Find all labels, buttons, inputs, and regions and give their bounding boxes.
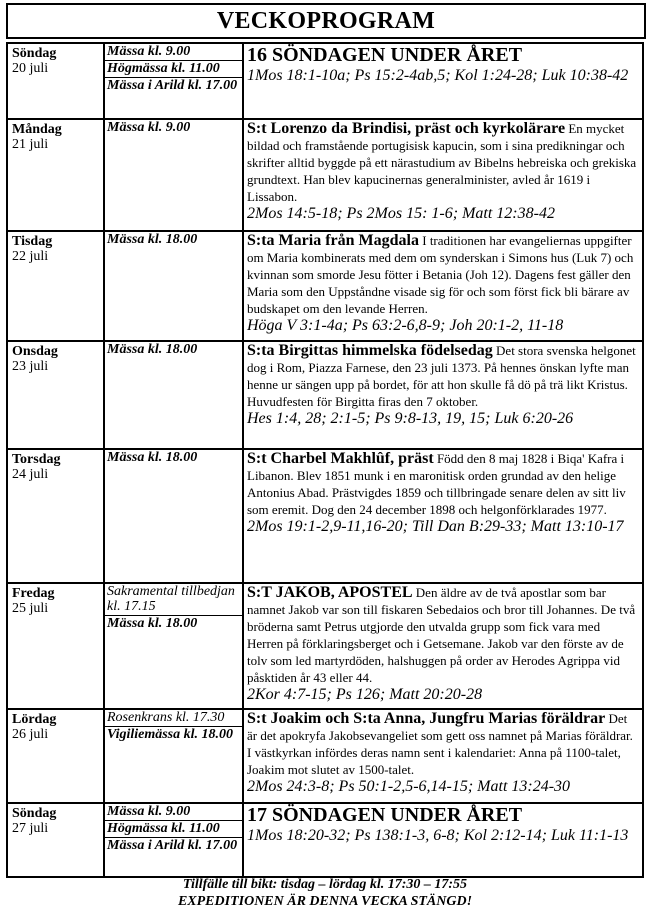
feast-description [247,584,639,704]
saint-name: S:T JAKOB, APOSTEL [247,584,413,601]
day-cell [7,583,104,709]
readings: 1Mos 18:20-32; Ps 138:1-3, 6-8; Kol 2:12-14; Luk 11:1-13 [247,827,629,844]
day-name: Torsdag [12,452,61,467]
feast-description [247,450,639,536]
mass-times-cell [104,341,243,449]
feast-text: Det stora svenska helgonet dog i Rom, Piazza Farnese, den 23 juli 1373. På hennes önskan lyfte man henne ur sängen upp på bordet, för att hon skulle få dö på trä likt Kristus. Huvudfesten för Birgitta firas den 7 oktober. [247,343,636,409]
day-name: Lördag [12,712,57,727]
footer [0,876,650,910]
description-cell [243,709,643,803]
feast-text: Den äldre av de två apostlar som bar namnet Jakob var son till fiskaren Sebedaios och bror till Johannes. De två bröderna samt Petrus utgjorde den utvalda grupp som fick vara med Herren på förklaringsberget och i Getsemane. Jakob var den förste av de tolv som led martyrdöden, halshuggen på order av Herodes Agrippa vid påsktiden år 43 eller 44. [247,585,636,685]
day-row [7,583,643,709]
mass-time: Rosenkrans kl. 17.30 [105,710,242,727]
day-name: Söndag [12,46,57,61]
page-title: VECKOPROGRAM [6,3,646,39]
mass-times-cell [104,583,243,709]
readings: 2Mos 19:1-2,9-11,16-20; Till Dan B:29-33; Matt 13:10-17 [247,518,624,535]
description-cell [243,231,643,341]
day-date: 21 juli [12,137,49,152]
day-cell [7,341,104,449]
day-name: Onsdag [12,344,58,359]
day-cell [7,449,104,583]
feast-description [247,342,639,428]
description-cell [243,583,643,709]
mass-time: Vigiliemässa kl. 18.00 [107,727,234,742]
sunday-title: 17 SÖNDAGEN UNDER ÅRET [247,804,523,826]
mass-times-cell [104,231,243,341]
readings: Höga V 3:1-4a; Ps 63:2-6,8-9; Joh 20:1-2, 11-18 [247,317,564,334]
sunday-title: 16 SÖNDAGEN UNDER ÅRET [247,44,523,66]
mass-times-cell [104,803,243,877]
description-cell [243,803,643,877]
feast-description [247,710,639,796]
day-row [7,341,643,449]
readings: 2Mos 24:3-8; Ps 50:1-2,5-6,14-15; Matt 13:24-30 [247,778,571,795]
feast-text: Det är det apokryfa Jakobsevangeliet som gett oss namnet på Marias föräldrar. I västkyrkan infördes deras namn sent i kalendariet: Anna på 1100-talet, Joakim mot slutet av 1500-talet. [247,711,633,777]
feast-description [247,120,639,223]
mass-time: Mässa kl. 18.00 [107,342,198,357]
day-date: 24 juli [12,467,49,482]
mass-times-cell [104,449,243,583]
day-name: Måndag [12,122,62,137]
mass-time: Högmässa kl. 11.00 [105,821,242,838]
saint-name: S:ta Birgittas himmelska födelsedag [247,342,493,359]
schedule-table [6,42,644,878]
feast-text: I traditionen har evangeliernas uppgifter om Maria kombinerats med dem om synderskan i Simons hus (Luk 7) och kvinnan som smorde Jesu fötter i Betania (Joh 12). Dagens fest gäller den Maria som den Uppståndne visade sig för och som först fick bli bärare av budskapet om den levande Herren. [247,233,634,316]
day-name: Tisdag [12,234,53,249]
description-cell [243,43,643,119]
confession-notice: Tillfälle till bikt: tisdag – lördag kl. 17:30 – 17:55 [182,877,468,892]
day-row [7,43,643,119]
mass-time: Mässa kl. 9.00 [105,44,242,61]
day-row [7,709,643,803]
day-date: 22 juli [12,249,49,264]
day-date: 27 juli [12,821,49,836]
day-row [7,119,643,231]
feast-text: Född den 8 maj 1828 i Biqa' Kafra i Libanon. Blev 1851 munk i en maronitisk orden grundad av den helige Antonius Abad. Prästvigdes 1859 och tillbringade senare delen av sitt liv som eremit. Dog den 24 december 1898 och helgonförklarades 1977. [247,451,626,517]
day-cell [7,709,104,803]
day-date: 25 juli [12,601,49,616]
saint-name: S:t Charbel Makhlûf, präst [247,450,434,467]
office-closed-notice: EXPEDITIONEN ÄR DENNA VECKA STÄNGD! [177,894,473,909]
feast-description [247,232,639,335]
readings: Hes 1:4, 28; 2:1-5; Ps 9:8-13, 19, 15; Luk 6:20-26 [247,410,574,427]
mass-time: Mässa kl. 9.00 [105,804,242,821]
description-cell [243,449,643,583]
mass-time: Mässa kl. 18.00 [107,232,198,247]
day-date: 20 juli [12,61,49,76]
description-cell [243,341,643,449]
saint-name: S:t Joakim och S:ta Anna, Jungfru Marias föräldrar [247,710,606,727]
readings: 2Kor 4:7-15; Ps 126; Matt 20:20-28 [247,686,483,703]
mass-time: Mässa i Arild kl. 17.00 [107,838,238,853]
readings: 1Mos 18:1-10a; Ps 15:2-4ab,5; Kol 1:24-28; Luk 10:38-42 [247,67,629,84]
day-name: Söndag [12,806,57,821]
day-cell [7,803,104,877]
day-row [7,449,643,583]
mass-times-cell [104,43,243,119]
readings: 2Mos 14:5-18; Ps 2Mos 15: 1-6; Matt 12:38-42 [247,205,555,222]
mass-times-cell [104,119,243,231]
saint-name: S:ta Maria från Magdala [247,232,419,249]
mass-times-cell [104,709,243,803]
mass-time: Mässa kl. 9.00 [107,120,191,135]
day-row [7,803,643,877]
description-cell [243,119,643,231]
day-cell [7,119,104,231]
saint-name: S:t Lorenzo da Brindisi, präst och kyrkolärare [247,120,566,137]
day-name: Fredag [12,586,55,601]
mass-time: Sakramental tillbedjan kl. 17.15 [105,584,242,616]
day-cell [7,231,104,341]
mass-time: Mässa kl. 18.00 [107,616,198,631]
day-date: 26 juli [12,727,49,742]
day-row [7,231,643,341]
mass-time: Högmässa kl. 11.00 [105,61,242,78]
day-date: 23 juli [12,359,49,374]
feast-text: En mycket bildad och framstående portugisisk kapucin, som i sina predikningar och skrifter alltid byggde på ett närastudium av Bibelns hebreiska och grekiska grundtext. Han blev kapucinernas generalminister, avled år 1619 i Lissabon. [247,121,637,204]
day-cell [7,43,104,119]
mass-time: Mässa i Arild kl. 17.00 [107,78,238,93]
mass-time: Mässa kl. 18.00 [107,450,198,465]
